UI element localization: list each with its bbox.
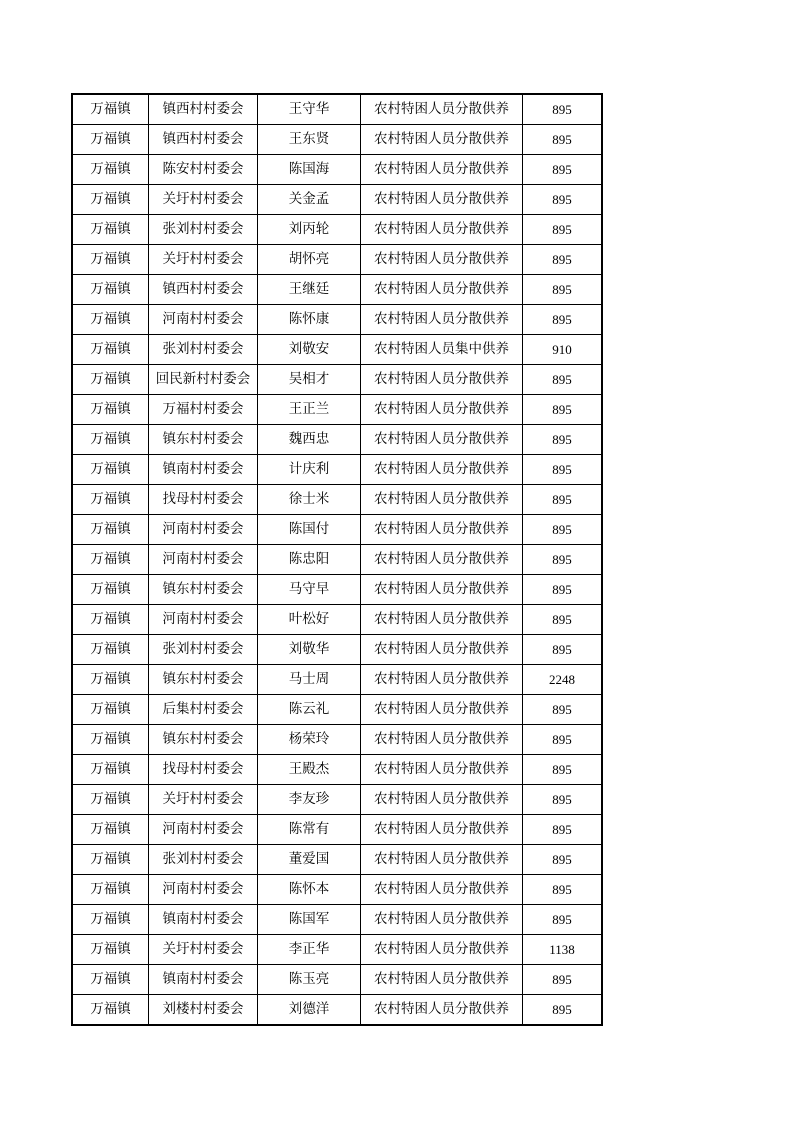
town-cell: 万福镇 <box>73 605 149 635</box>
support-type-cell: 农村特困人员分散供养 <box>361 275 523 305</box>
table-row <box>73 665 602 695</box>
name-cell: 陈国付 <box>258 515 361 545</box>
town-cell: 万福镇 <box>73 785 149 815</box>
amount-cell: 895 <box>523 815 602 845</box>
village-cell: 镇南村村委会 <box>149 905 258 935</box>
name-cell: 陈国军 <box>258 905 361 935</box>
support-type-cell: 农村特困人员分散供养 <box>361 935 523 965</box>
town-cell: 万福镇 <box>73 305 149 335</box>
support-type-cell: 农村特困人员分散供养 <box>361 605 523 635</box>
name-cell: 李友珍 <box>258 785 361 815</box>
village-cell: 河南村村委会 <box>149 875 258 905</box>
table-row <box>73 335 602 365</box>
village-cell: 张刘村村委会 <box>149 215 258 245</box>
village-cell: 河南村村委会 <box>149 515 258 545</box>
table-row <box>73 965 602 995</box>
amount-cell: 895 <box>523 365 602 395</box>
name-cell: 王殿杰 <box>258 755 361 785</box>
table-row <box>73 935 602 965</box>
support-type-cell: 农村特困人员分散供养 <box>361 125 523 155</box>
support-type-cell: 农村特困人员分散供养 <box>361 875 523 905</box>
support-type-cell: 农村特困人员分散供养 <box>361 845 523 875</box>
name-cell: 刘德洋 <box>258 995 361 1025</box>
village-cell: 关圩村村委会 <box>149 185 258 215</box>
table-row <box>73 695 602 725</box>
table-row <box>73 905 602 935</box>
table-row <box>73 365 602 395</box>
name-cell: 徐士米 <box>258 485 361 515</box>
village-cell: 镇东村村委会 <box>149 725 258 755</box>
name-cell: 王东贤 <box>258 125 361 155</box>
town-cell: 万福镇 <box>73 575 149 605</box>
support-type-cell: 农村特困人员分散供养 <box>361 815 523 845</box>
village-cell: 关圩村村委会 <box>149 935 258 965</box>
support-type-cell: 农村特困人员分散供养 <box>361 425 523 455</box>
town-cell: 万福镇 <box>73 215 149 245</box>
village-cell: 镇南村村委会 <box>149 455 258 485</box>
name-cell: 董爱国 <box>258 845 361 875</box>
table-row <box>73 95 602 125</box>
town-cell: 万福镇 <box>73 125 149 155</box>
amount-cell: 895 <box>523 275 602 305</box>
support-type-cell: 农村特困人员分散供养 <box>361 665 523 695</box>
name-cell: 马守早 <box>258 575 361 605</box>
name-cell: 陈国海 <box>258 155 361 185</box>
amount-cell: 2248 <box>523 665 602 695</box>
town-cell: 万福镇 <box>73 545 149 575</box>
village-cell: 镇南村村委会 <box>149 965 258 995</box>
town-cell: 万福镇 <box>73 725 149 755</box>
name-cell: 刘敬华 <box>258 635 361 665</box>
amount-cell: 895 <box>523 875 602 905</box>
village-cell: 张刘村村委会 <box>149 845 258 875</box>
town-cell: 万福镇 <box>73 245 149 275</box>
village-cell: 关圩村村委会 <box>149 785 258 815</box>
village-cell: 后集村村委会 <box>149 695 258 725</box>
village-cell: 河南村村委会 <box>149 815 258 845</box>
village-cell: 镇西村村委会 <box>149 95 258 125</box>
name-cell: 李正华 <box>258 935 361 965</box>
amount-cell: 895 <box>523 245 602 275</box>
table-row <box>73 125 602 155</box>
name-cell: 关金孟 <box>258 185 361 215</box>
amount-cell: 895 <box>523 725 602 755</box>
amount-cell: 895 <box>523 125 602 155</box>
amount-cell: 895 <box>523 455 602 485</box>
amount-cell: 895 <box>523 575 602 605</box>
amount-cell: 895 <box>523 695 602 725</box>
amount-cell: 895 <box>523 965 602 995</box>
name-cell: 陈常有 <box>258 815 361 845</box>
village-cell: 回民新村村委会 <box>149 365 258 395</box>
town-cell: 万福镇 <box>73 965 149 995</box>
town-cell: 万福镇 <box>73 875 149 905</box>
town-cell: 万福镇 <box>73 995 149 1025</box>
village-cell: 镇东村村委会 <box>149 575 258 605</box>
town-cell: 万福镇 <box>73 155 149 185</box>
support-type-cell: 农村特困人员分散供养 <box>361 185 523 215</box>
name-cell: 陈怀康 <box>258 305 361 335</box>
village-cell: 找母村村委会 <box>149 485 258 515</box>
support-type-cell: 农村特困人员分散供养 <box>361 365 523 395</box>
roster-table <box>72 94 602 1025</box>
village-cell: 河南村村委会 <box>149 545 258 575</box>
table-row <box>73 755 602 785</box>
village-cell: 张刘村村委会 <box>149 635 258 665</box>
name-cell: 刘敬安 <box>258 335 361 365</box>
town-cell: 万福镇 <box>73 275 149 305</box>
support-type-cell: 农村特困人员分散供养 <box>361 215 523 245</box>
town-cell: 万福镇 <box>73 815 149 845</box>
table-row <box>73 575 602 605</box>
amount-cell: 895 <box>523 155 602 185</box>
town-cell: 万福镇 <box>73 455 149 485</box>
amount-cell: 895 <box>523 185 602 215</box>
town-cell: 万福镇 <box>73 935 149 965</box>
name-cell: 王正兰 <box>258 395 361 425</box>
town-cell: 万福镇 <box>73 395 149 425</box>
table-row <box>73 395 602 425</box>
support-type-cell: 农村特困人员分散供养 <box>361 995 523 1025</box>
support-type-cell: 农村特困人员分散供养 <box>361 485 523 515</box>
town-cell: 万福镇 <box>73 695 149 725</box>
village-cell: 陈安村村委会 <box>149 155 258 185</box>
support-type-cell: 农村特困人员分散供养 <box>361 575 523 605</box>
amount-cell: 895 <box>523 755 602 785</box>
amount-cell: 895 <box>523 545 602 575</box>
town-cell: 万福镇 <box>73 365 149 395</box>
amount-cell: 895 <box>523 485 602 515</box>
town-cell: 万福镇 <box>73 755 149 785</box>
support-type-cell: 农村特困人员分散供养 <box>361 635 523 665</box>
support-type-cell: 农村特困人员分散供养 <box>361 755 523 785</box>
village-cell: 镇西村村委会 <box>149 275 258 305</box>
name-cell: 杨荣玲 <box>258 725 361 755</box>
support-type-cell: 农村特困人员分散供养 <box>361 725 523 755</box>
town-cell: 万福镇 <box>73 425 149 455</box>
table-row <box>73 725 602 755</box>
town-cell: 万福镇 <box>73 635 149 665</box>
support-type-cell: 农村特困人员分散供养 <box>361 965 523 995</box>
table-row <box>73 815 602 845</box>
village-cell: 找母村村委会 <box>149 755 258 785</box>
town-cell: 万福镇 <box>73 485 149 515</box>
name-cell: 马士周 <box>258 665 361 695</box>
village-cell: 镇东村村委会 <box>149 425 258 455</box>
amount-cell: 895 <box>523 995 602 1025</box>
amount-cell: 1138 <box>523 935 602 965</box>
support-type-cell: 农村特困人员分散供养 <box>361 95 523 125</box>
table-row <box>73 995 602 1025</box>
name-cell: 胡怀亮 <box>258 245 361 275</box>
name-cell: 陈云礼 <box>258 695 361 725</box>
village-cell: 关圩村村委会 <box>149 245 258 275</box>
support-type-cell: 农村特困人员分散供养 <box>361 155 523 185</box>
support-type-cell: 农村特困人员分散供养 <box>361 785 523 815</box>
village-cell: 刘楼村村委会 <box>149 995 258 1025</box>
table-row <box>73 455 602 485</box>
table-row <box>73 545 602 575</box>
table-row <box>73 485 602 515</box>
name-cell: 王继廷 <box>258 275 361 305</box>
amount-cell: 895 <box>523 905 602 935</box>
name-cell: 陈玉亮 <box>258 965 361 995</box>
support-type-cell: 农村特困人员分散供养 <box>361 905 523 935</box>
table-row <box>73 275 602 305</box>
table-row <box>73 635 602 665</box>
table-row <box>73 215 602 245</box>
town-cell: 万福镇 <box>73 95 149 125</box>
amount-cell: 895 <box>523 845 602 875</box>
table-row <box>73 155 602 185</box>
support-type-cell: 农村特困人员分散供养 <box>361 395 523 425</box>
amount-cell: 895 <box>523 785 602 815</box>
table-row <box>73 515 602 545</box>
support-type-cell: 农村特困人员分散供养 <box>361 545 523 575</box>
village-cell: 镇东村村委会 <box>149 665 258 695</box>
table-row <box>73 875 602 905</box>
name-cell: 叶松好 <box>258 605 361 635</box>
village-cell: 张刘村村委会 <box>149 335 258 365</box>
amount-cell: 895 <box>523 305 602 335</box>
town-cell: 万福镇 <box>73 185 149 215</box>
amount-cell: 895 <box>523 605 602 635</box>
name-cell: 计庆利 <box>258 455 361 485</box>
amount-cell: 910 <box>523 335 602 365</box>
town-cell: 万福镇 <box>73 905 149 935</box>
village-cell: 镇西村村委会 <box>149 125 258 155</box>
village-cell: 河南村村委会 <box>149 605 258 635</box>
town-cell: 万福镇 <box>73 845 149 875</box>
name-cell: 陈怀本 <box>258 875 361 905</box>
table-row <box>73 305 602 335</box>
table-row <box>73 845 602 875</box>
village-cell: 万福村村委会 <box>149 395 258 425</box>
name-cell: 魏西忠 <box>258 425 361 455</box>
amount-cell: 895 <box>523 635 602 665</box>
support-type-cell: 农村特困人员分散供养 <box>361 515 523 545</box>
amount-cell: 895 <box>523 395 602 425</box>
table-row <box>73 605 602 635</box>
amount-cell: 895 <box>523 515 602 545</box>
support-type-cell: 农村特困人员分散供养 <box>361 245 523 275</box>
table-row <box>73 245 602 275</box>
roster-table-body <box>73 95 602 1025</box>
amount-cell: 895 <box>523 215 602 245</box>
table-row <box>73 425 602 455</box>
amount-cell: 895 <box>523 95 602 125</box>
name-cell: 陈忠阳 <box>258 545 361 575</box>
village-cell: 河南村村委会 <box>149 305 258 335</box>
table-row <box>73 185 602 215</box>
support-type-cell: 农村特困人员分散供养 <box>361 305 523 335</box>
support-type-cell: 农村特困人员集中供养 <box>361 335 523 365</box>
name-cell: 刘丙轮 <box>258 215 361 245</box>
town-cell: 万福镇 <box>73 335 149 365</box>
town-cell: 万福镇 <box>73 665 149 695</box>
name-cell: 吴相才 <box>258 365 361 395</box>
name-cell: 王守华 <box>258 95 361 125</box>
support-type-cell: 农村特困人员分散供养 <box>361 455 523 485</box>
town-cell: 万福镇 <box>73 515 149 545</box>
table-row <box>73 785 602 815</box>
support-type-cell: 农村特困人员分散供养 <box>361 695 523 725</box>
amount-cell: 895 <box>523 425 602 455</box>
